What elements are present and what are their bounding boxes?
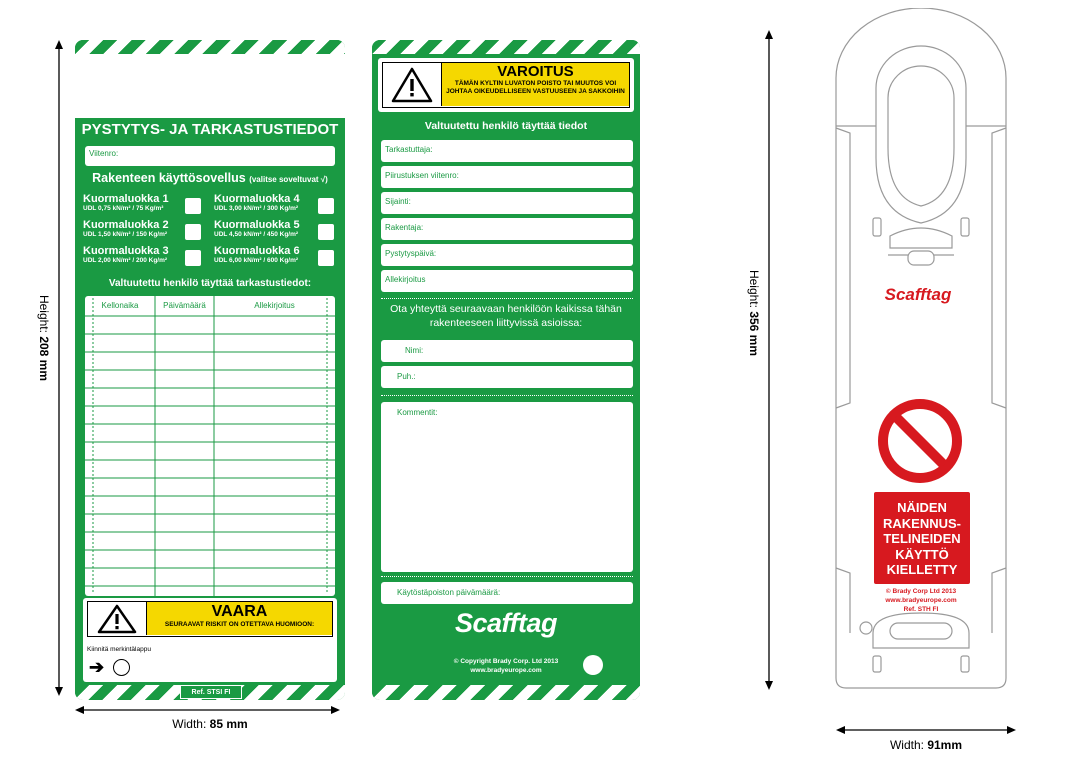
inspection-card [75, 40, 345, 700]
warning-triangle-icon [88, 602, 146, 635]
inspection-table [85, 296, 335, 596]
card-top-white-panel [75, 54, 345, 118]
load-class-5-checkbox[interactable] [318, 224, 334, 240]
load-class-6 [214, 245, 324, 264]
holder-width-label: Width: 91mm [889, 738, 963, 752]
bottom-stripe [372, 685, 640, 700]
table-header-time: Kellonaika [101, 301, 139, 310]
load-class-1 [83, 193, 193, 212]
notice-line: KÄYTTÖ [895, 546, 949, 562]
notice-line: KIELLETTY [886, 562, 958, 577]
load-class-udl: UDL 1,50 kN/m² / 150 Kg/m² [83, 231, 168, 238]
contact-phone-field[interactable]: Puh.: [381, 366, 633, 388]
holder-ref: Ref. STH FI [903, 606, 939, 613]
inspection-title: Valtuutettu henkilö täyttää tarkastustiedot: [108, 278, 312, 289]
load-class-udl: UDL 2,00 kN/m² / 200 Kg/m² [83, 257, 168, 264]
warning-title: VAROITUS [497, 63, 574, 80]
load-class-name: Kuormaluokka 5 [214, 219, 300, 231]
load-class-3-checkbox[interactable] [185, 250, 201, 266]
table-header-signature: Allekirjoitus [254, 301, 295, 310]
usage-title: Rakenteen käyttösovellus (valitse soveltuvat √) [92, 171, 328, 185]
holder-website: www.bradyeurope.com [885, 597, 957, 604]
erection-date-field[interactable]: Pystytyspäivä: [381, 244, 633, 266]
warning-text-box [441, 63, 629, 106]
prohibition-notice [874, 492, 970, 584]
danger-panel [83, 598, 337, 682]
reference-number-field[interactable]: Viitenro: [85, 146, 335, 166]
signature-field[interactable]: Allekirjoitus [381, 270, 633, 292]
card-title: PYSTYTYS- JA TARKASTUSTIEDOT [81, 121, 339, 138]
top-stripe [372, 40, 640, 54]
tag-holder [828, 8, 1014, 692]
website-text: www.bradyeurope.com [470, 667, 542, 674]
load-class-4 [214, 193, 324, 212]
card1-height-label: Height: 208 mm [37, 294, 51, 382]
contact-name-field[interactable]: Nimi: [381, 340, 633, 362]
auth-title: Valtuutettu henkilö täyttää tiedot [424, 120, 588, 132]
builder-field[interactable]: Rakentaja: [381, 218, 633, 240]
warning-text: TÄMÄN KYLTIN LUVATON POISTO TAI MUUTOS VOI JOHTAA OIKEUDELLISEEN VASTUUSEEN JA SAKKOIHIN [446, 80, 625, 95]
danger-title: VAARA [211, 603, 268, 620]
load-class-name: Kuormaluokka 3 [83, 245, 169, 257]
load-class-name: Kuormaluokka 2 [83, 219, 169, 231]
notice-line: TELINEIDEN [883, 531, 961, 546]
load-class-udl: UDL 0,75 kN/m² / 75 Kg/m² [83, 205, 164, 212]
holder-width-dimension [836, 724, 1016, 736]
load-class-udl: UDL 6,00 kN/m² / 600 Kg/m² [214, 257, 299, 264]
load-class-5 [214, 219, 324, 238]
danger-icon-box [88, 602, 146, 635]
card1-width-dimension [75, 704, 340, 716]
danger-text-box [146, 602, 332, 635]
scafftag-logo: Scafftag [884, 285, 952, 304]
danger-banner [87, 601, 333, 637]
dotted-divider [381, 576, 633, 577]
prohibition-icon [875, 396, 965, 486]
information-card [372, 40, 640, 700]
holder-height-dimension [763, 30, 775, 690]
warning-panel [378, 58, 634, 112]
table-header-date: Päivämäärä [163, 301, 206, 310]
load-class-6-checkbox[interactable] [318, 250, 334, 266]
load-class-4-checkbox[interactable] [318, 198, 334, 214]
decommission-date-field[interactable]: Käytöstäpoiston päivämäärä: [381, 582, 633, 604]
card1-height-dimension [53, 40, 65, 696]
load-class-1-checkbox[interactable] [185, 198, 201, 214]
location-field[interactable]: Sijainti: [381, 192, 633, 214]
inspection-table-grid [85, 296, 335, 596]
load-class-name: Kuormaluokka 6 [214, 245, 300, 257]
warning-banner [382, 62, 630, 108]
load-class-2 [83, 219, 193, 238]
load-class-udl: UDL 3,00 kN/m² / 300 Kg/m² [214, 205, 299, 212]
load-class-3 [83, 245, 193, 264]
load-class-name: Kuormaluokka 4 [214, 193, 300, 205]
warning-icon-box [383, 63, 441, 106]
warning-triangle-icon [383, 63, 441, 106]
load-class-udl: UDL 4,50 kN/m² / 450 Kg/m² [214, 231, 299, 238]
notice-line: RAKENNUS- [883, 515, 961, 531]
dotted-divider [381, 395, 633, 396]
scafftag-logo: Scafftag [454, 608, 558, 638]
arrow-right-icon: ➔ [89, 657, 105, 677]
punch-hole [583, 655, 603, 675]
dotted-divider [381, 298, 633, 299]
drawing-reference-field[interactable]: Piirustuksen viitenro: [381, 166, 633, 188]
notice-line: NÄIDEN [897, 500, 947, 515]
danger-text: SEURAAVAT RISKIT ON OTETTAVA HUOMIOON: [164, 621, 315, 628]
holder-height-label: Height: 356 mm [747, 269, 761, 357]
holder-copyright: © Brady Corp Ltd 2013 [885, 588, 957, 595]
comments-field[interactable]: Kommentit: [381, 402, 633, 572]
load-class-2-checkbox[interactable] [185, 224, 201, 240]
attach-text: Kiinnitä merkintälappu [87, 646, 151, 653]
contact-title: Ota yhteyttä seuraavaan henkilöön kaikissa tähän rakenteeseen liittyvissä asioissa: [390, 303, 622, 329]
attach-point-circle[interactable] [113, 659, 130, 676]
inspector-field[interactable]: Tarkastuttaja: [381, 140, 633, 162]
copyright-text: © Copyright Brady Corp. Ltd 2013 [453, 658, 559, 665]
top-stripe [75, 40, 345, 54]
load-class-name: Kuormaluokka 1 [83, 193, 169, 205]
card1-width-label: Width: 85 mm [172, 717, 248, 731]
ref-code-badge: Ref. STSI FI [180, 685, 242, 699]
